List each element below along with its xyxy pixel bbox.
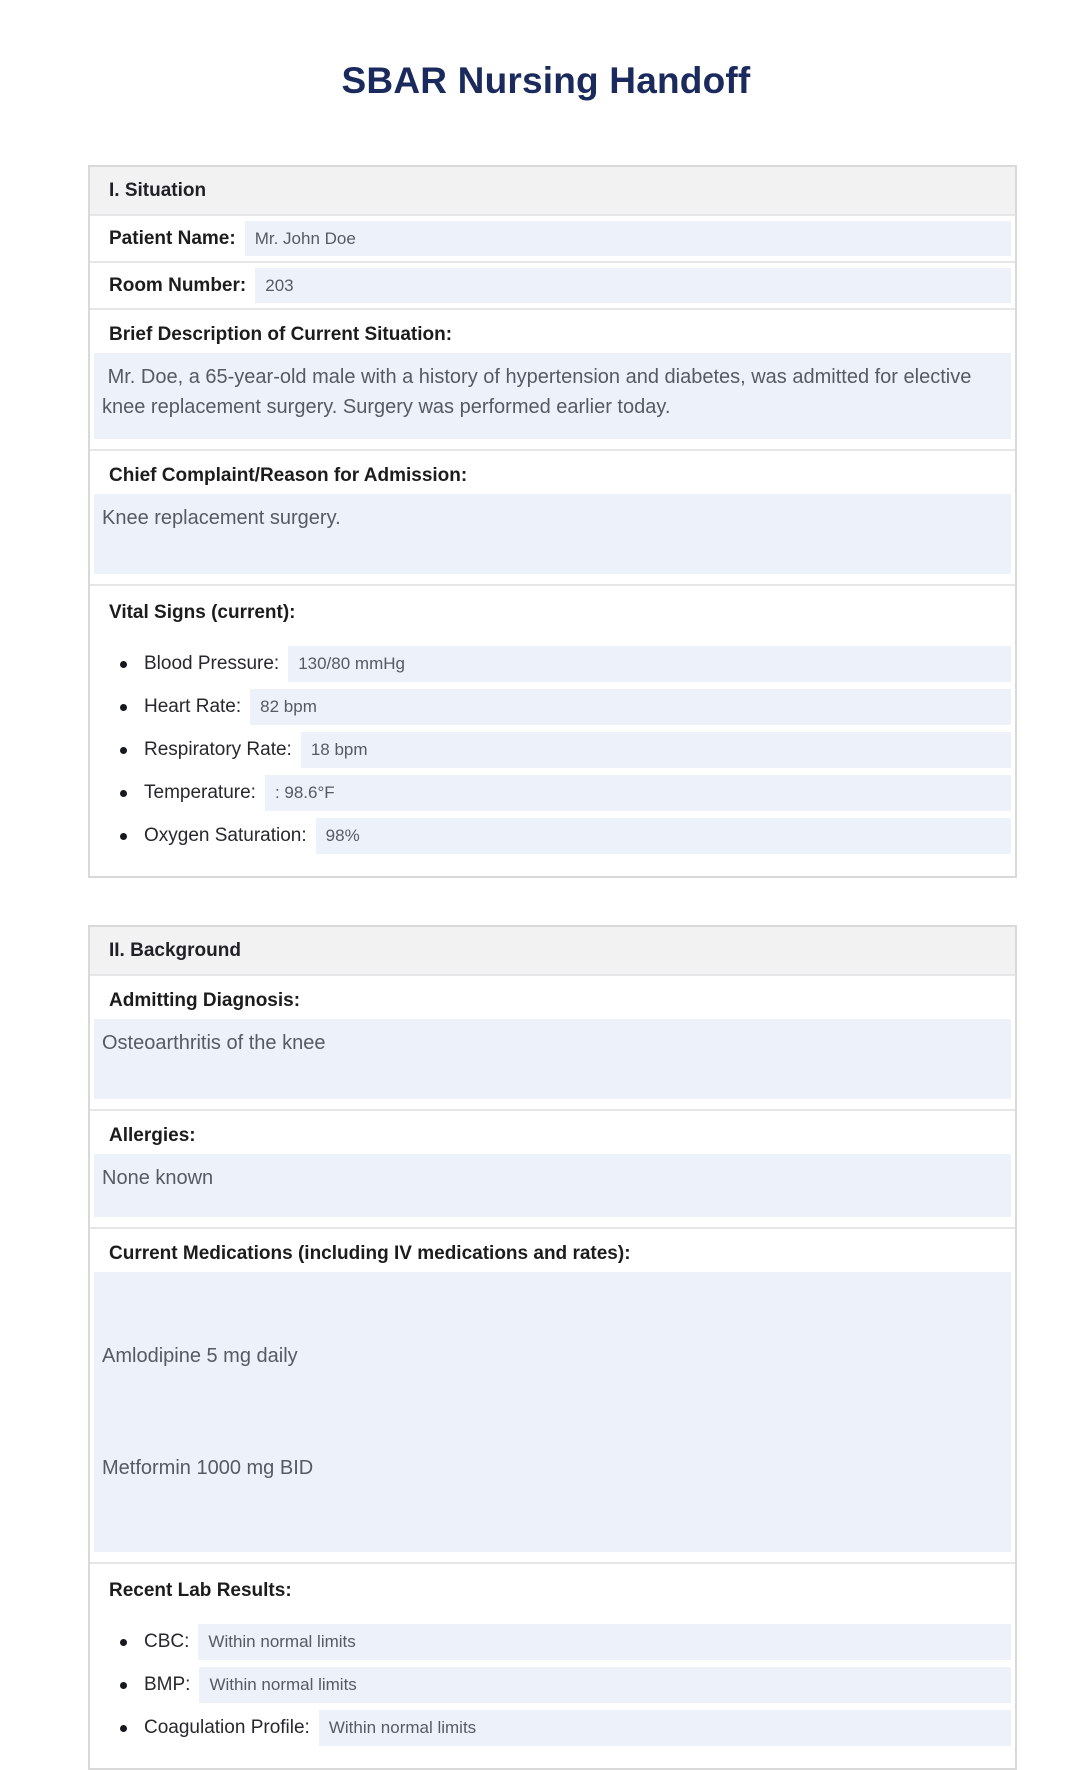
situation-heading: I. Situation (90, 167, 1015, 214)
lab-result-item (120, 1710, 1011, 1746)
current-medications-label: Current Medications (including IV medications and rates): (109, 1243, 631, 1264)
admitting-diagnosis-field[interactable]: Osteoarthritis of the knee (94, 1019, 1011, 1099)
vital-sign-item (120, 689, 1011, 725)
current-medications-row (90, 1227, 1015, 1562)
vital-sign-item (120, 646, 1011, 682)
bmp-field[interactable]: Within normal limits (199, 1667, 1011, 1703)
cbc-label: CBC: (144, 1631, 190, 1652)
heart-rate-field[interactable]: 82 bpm (250, 689, 1011, 725)
current-medications-field[interactable] (94, 1272, 1011, 1552)
page-title: SBAR Nursing Handoff (341, 60, 751, 101)
allergies-field[interactable]: None known (94, 1154, 1011, 1217)
vital-sign-item (120, 818, 1011, 854)
lab-result-item (120, 1624, 1011, 1660)
temperature-label: Temperature: (144, 782, 256, 803)
respiratory-rate-label: Respiratory Rate: (144, 739, 292, 760)
cbc-field[interactable]: Within normal limits (198, 1624, 1011, 1660)
oxygen-saturation-label: Oxygen Saturation: (144, 825, 307, 846)
recent-labs-list (109, 1624, 1011, 1746)
admitting-diagnosis-row (90, 974, 1015, 1109)
vital-sign-item (120, 732, 1011, 768)
allergies-label: Allergies: (109, 1125, 196, 1146)
heart-rate-label: Heart Rate: (144, 696, 242, 717)
oxygen-saturation-field[interactable]: 98% (316, 818, 1011, 854)
chief-complaint-field[interactable]: Knee replacement surgery. (94, 494, 1011, 574)
brief-description-label: Brief Description of Current Situation: (109, 324, 453, 345)
brief-description-row (90, 308, 1015, 449)
patient-name-row (90, 214, 1015, 261)
room-number-field[interactable]: 203 (255, 268, 1011, 303)
room-number-row (90, 261, 1015, 308)
blood-pressure-label: Blood Pressure: (144, 653, 280, 674)
background-section (88, 925, 1017, 1770)
medication-line: Amlodipine 5 mg daily (102, 1345, 298, 1367)
vital-signs-list (109, 646, 1011, 854)
lab-result-item (120, 1667, 1011, 1703)
bmp-label: BMP: (144, 1674, 191, 1695)
recent-labs-label: Recent Lab Results: (109, 1580, 292, 1601)
allergies-row (90, 1109, 1015, 1227)
vital-sign-item (120, 775, 1011, 811)
recent-labs-row (90, 1562, 1015, 1768)
patient-name-label: Patient Name: (109, 227, 236, 249)
vital-signs-label: Vital Signs (current): (109, 602, 296, 623)
coagulation-profile-label: Coagulation Profile: (144, 1717, 310, 1738)
room-number-label: Room Number: (109, 274, 247, 296)
temperature-field[interactable]: : 98.6°F (265, 775, 1011, 811)
vital-signs-row (90, 584, 1015, 876)
chief-complaint-row (90, 449, 1015, 584)
patient-name-field[interactable]: Mr. John Doe (245, 221, 1011, 256)
admitting-diagnosis-label: Admitting Diagnosis: (109, 990, 301, 1011)
blood-pressure-field[interactable]: 130/80 mmHg (288, 646, 1011, 682)
background-heading: II. Background (90, 927, 1015, 974)
situation-section (88, 165, 1017, 878)
coagulation-profile-field[interactable]: Within normal limits (319, 1710, 1011, 1746)
medication-line: Metformin 1000 mg BID (102, 1457, 314, 1479)
brief-description-field[interactable]: Mr. Doe, a 65-year-old male with a history of hypertension and diabetes, was admitted for elective knee replacement surgery. Surgery was performed earlier today. (94, 353, 1011, 439)
chief-complaint-label: Chief Complaint/Reason for Admission: (109, 465, 468, 486)
respiratory-rate-field[interactable]: 18 bpm (301, 732, 1011, 768)
